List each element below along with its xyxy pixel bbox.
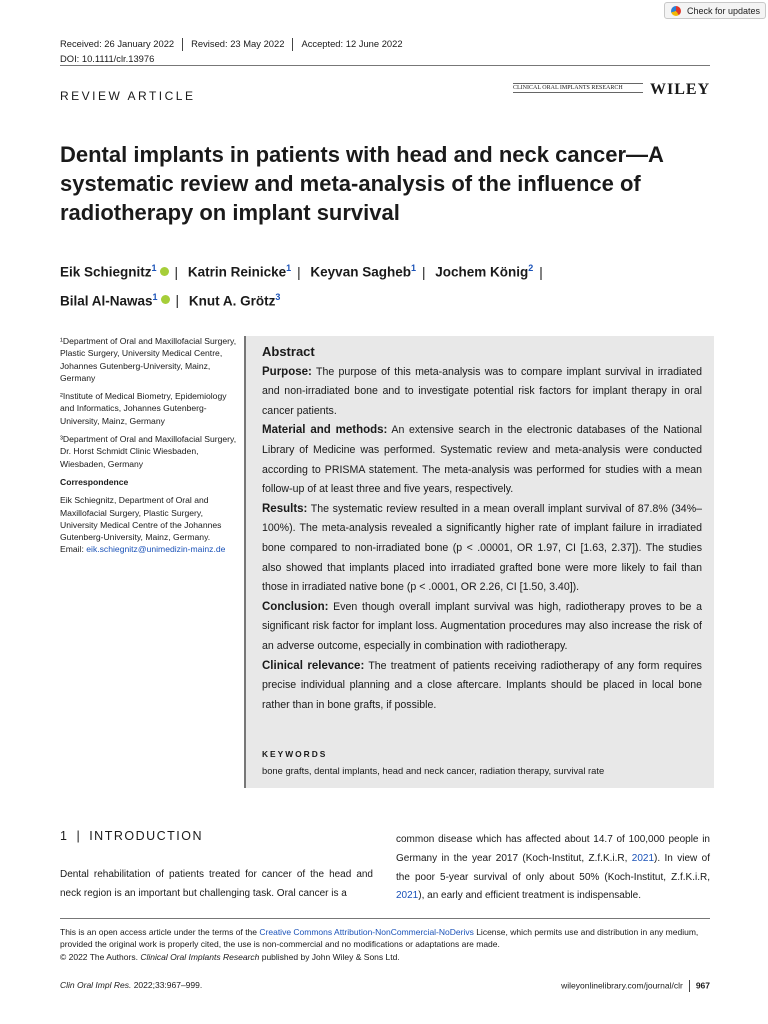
divider: |: [421, 264, 426, 280]
author-name: Bilal Al-Nawas: [60, 293, 153, 308]
affiliation: ²Institute of Medical Biometry, Epidemiology and Informatics, Johannes Gutenberg-University, Mainz, Germany: [60, 391, 227, 426]
footer-right: [500, 980, 710, 992]
received-date: Received: 26 January 2022: [60, 38, 175, 49]
keywords-heading: KEYWORDS: [262, 749, 328, 759]
license-link[interactable]: Creative Commons Attribution-NonCommercial-NoDerivs: [259, 927, 474, 937]
journal-url[interactable]: wileyonlinelibrary.com/journal/clr: [561, 980, 683, 991]
author-name: Knut A. Grötz: [188, 293, 276, 308]
orcid-icon[interactable]: [161, 295, 170, 304]
body-column-left: Dental rehabilitation of patients treated for cancer of the head and neck region is an important but challenging task. Oral cancer is a: [60, 869, 373, 899]
author-affiliation-ref: 3: [275, 291, 281, 302]
check-for-updates-button[interactable]: Check for updates: [664, 2, 766, 19]
abstract-heading: Abstract: [262, 344, 315, 359]
author-name: Keyvan Sagheb: [310, 264, 411, 280]
author-name: Jochem König: [435, 264, 529, 280]
orcid-icon[interactable]: [160, 267, 169, 276]
correspondence-text: Eik Schiegnitz, Department of Oral and Maxillofacial Surgery, Plastic Surgery, University Medical Centre of the Johannes Gutenberg-University, Mainz, Germany. Email: eik.schiegnitz@unimedizin-mainz.de: [60, 495, 226, 555]
divider: |: [174, 264, 179, 280]
citation-link[interactable]: 2021: [396, 890, 419, 902]
publisher-logo: WILEY: [650, 81, 711, 98]
section-heading: 1 | INTRODUCTION: [60, 829, 204, 843]
abstract: [262, 342, 702, 715]
article-dates: [60, 37, 403, 51]
body-column-right: common disease which has affected about 14.7 of 100,000 people in Germany in the year 2017 (Koch-Institut, Z.f.K.i.R, 2021). In view of the poor 5-year survival of only about 50% (Koch-Institut, Z.f.K.i.R, 2021), an early and efficient treatment is indispensable.: [396, 834, 710, 902]
author-affiliation-ref: 1: [286, 263, 292, 273]
author-affiliation-ref: 1: [151, 263, 157, 273]
divider: [182, 38, 183, 51]
citation-footer: Clin Oral Impl Res. 2022;33:967–999.: [60, 980, 203, 990]
author-affiliation-ref: 1: [410, 263, 416, 273]
crossmark-icon: [671, 6, 681, 16]
author-affiliation-ref: 1: [152, 291, 158, 302]
revised-date: Revised: 23 May 2022: [191, 38, 285, 49]
journal-name: CLINICAL ORAL IMPLANTS RESEARCH: [513, 83, 643, 93]
author-affiliation-ref: 2: [528, 263, 534, 273]
abstract-relevance: Clinical relevance: The treatment of patients receiving radiotherapy of any form requires precise individual planning and a close aftercare. Implants should be placed in local bone rather than in bone grafts, if possible.: [262, 659, 702, 711]
abstract-purpose: Purpose: The purpose of this meta-analysis was to compare implant survival in irradiated and non-irradiated bone and to investigate potential risk factors for implant therapy in oral cancer patients.: [262, 365, 702, 417]
page-number: 967: [695, 980, 710, 991]
author-list: [60, 256, 720, 313]
author-name: Eik Schiegnitz: [60, 264, 152, 280]
affiliation: ¹Department of Oral and Maxillofacial Surgery, Plastic Surgery, University Medical Centre, Johannes Gutenberg-University, Mainz, Germany: [60, 336, 237, 383]
abstract-methods: Material and methods: An extensive search in the electronic databases of the National Library of Medicine was performed. Systematic review and meta-analysis were conducted according to PRISMA statement. The meta-analysis was performed for studies with a mean follow-up of at least three and five years, respectively.: [262, 424, 702, 496]
citation-link[interactable]: 2021: [631, 852, 655, 864]
accepted-date: Accepted: 12 June 2022: [301, 38, 403, 49]
header-rule: [60, 65, 710, 66]
author-name: Katrin Reinicke: [187, 264, 287, 280]
divider: |: [539, 264, 543, 280]
email-link[interactable]: eik.schiegnitz@unimedizin-mainz.de: [86, 544, 226, 555]
abstract-conclusion: Conclusion: Even though overall implant survival was high, radiotherapy proves to be a significant risk factor for implant loss. Augmentation procedures may also increase the risk of an adverse outcome, especially in combination with radiotherapy.: [262, 600, 702, 652]
license-rule: [60, 918, 710, 919]
correspondence-heading: Correspondence: [60, 476, 129, 487]
affiliation: ³Department of Oral and Maxillofacial Surgery, Dr. Horst Schmidt Clinic Wiesbaden, Wiesbaden, Germany: [60, 434, 237, 469]
divider: |: [175, 293, 180, 308]
article-title: Dental implants in patients with head and neck cancer—A systematic review and meta-analysis of the influence of radiotherapy on implant survival: [60, 142, 664, 225]
license-note: This is an open access article under the terms of the Creative Commons Attribution-NonCommercial-NoDerivs License, which permits use and distribution in any medium, provided the original work is properly cited, the use is non-commercial and no modifications or adaptations are made. © 2022 The Authors. Clinical Oral Implants Research published by John Wiley & Sons Ltd.: [60, 927, 699, 962]
affiliations: [60, 335, 240, 556]
divider: |: [297, 264, 301, 280]
divider: [292, 38, 293, 51]
article-type: REVIEW ARTICLE: [60, 89, 196, 103]
keywords: bone grafts, dental implants, head and neck cancer, radiation therapy, survival rate: [262, 765, 605, 776]
divider: [689, 980, 690, 992]
abstract-results: Results: The systematic review resulted in a mean overall implant survival of 87.8% (34%–100%). The meta-analysis revealed a significantly higher rate of implant failure in irradiated bone compared to non-irradiated bone (p < .00001, OR 1.97, CI [1.63, 2.37]). The studies also showed that implants placed into irradiated grafted bone were more likely to fail than those in irradiated native bone (p < .0001, OR 2.26, CI [1.50, 3.40]).: [262, 502, 702, 594]
doi: DOI: 10.1111/clr.13976: [60, 53, 155, 64]
